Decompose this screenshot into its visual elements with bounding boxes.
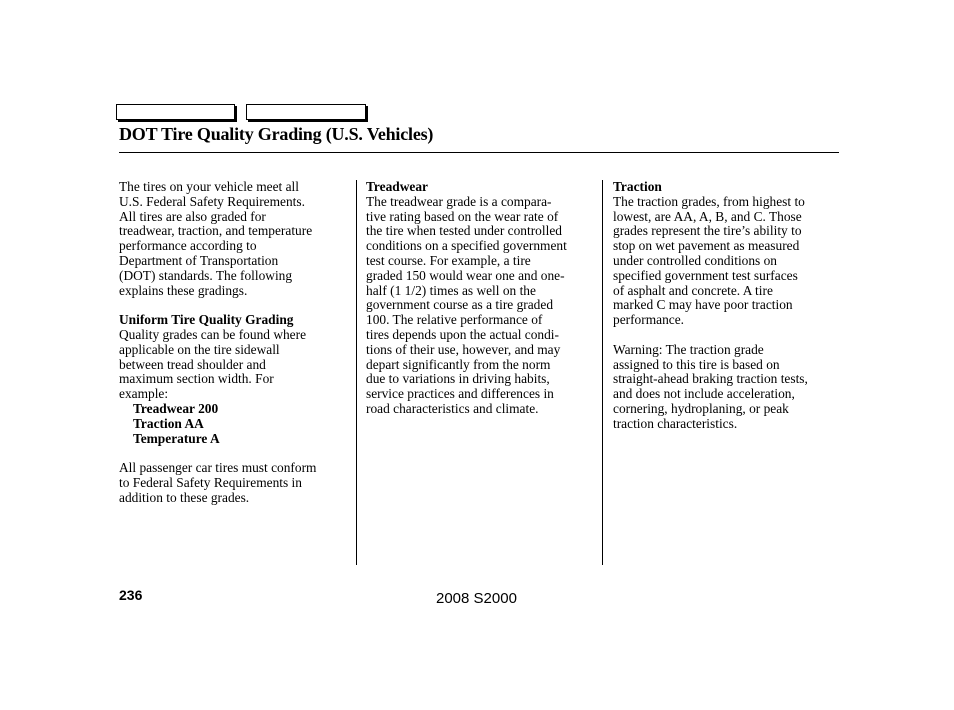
column-2 — [366, 180, 598, 417]
text-line: service practices and differences in — [366, 386, 554, 402]
text-line: 100. The relative performance of — [366, 312, 543, 328]
text-line: The treadwear grade is a compara- — [366, 193, 552, 209]
text-line: under controlled conditions on — [613, 252, 778, 268]
text-line: Department of Transportation — [119, 252, 279, 268]
conform-paragraph — [119, 461, 351, 505]
example-grade: Treadwear 200 — [133, 400, 219, 416]
traction-section — [613, 180, 845, 328]
text-line: All passenger car tires must conform — [119, 460, 317, 476]
text-line: tions of their use, however, and may — [366, 341, 561, 357]
page-number: 236 — [119, 587, 143, 603]
text-line: explains these gradings. — [119, 282, 248, 298]
text-line: example: — [119, 386, 169, 402]
text-line: due to variations in driving habits, — [366, 371, 550, 387]
intro-paragraph — [119, 180, 351, 298]
text-line: government course as a tire graded — [366, 297, 554, 313]
text-line: applicable on the tire sidewall — [119, 341, 280, 357]
text-line: performance according to — [119, 238, 257, 254]
text-line: road characteristics and climate. — [366, 400, 539, 416]
text-line: test course. For example, a tire — [366, 252, 531, 268]
page-title: DOT Tire Quality Grading (U.S. Vehicles) — [119, 124, 434, 144]
text-line: The traction grades, from highest to — [613, 193, 805, 209]
text-line: Quality grades can be found where — [119, 326, 307, 342]
title-divider — [119, 152, 839, 153]
text-line: conditions on a specified government — [366, 238, 567, 254]
column-divider — [602, 180, 603, 565]
text-line: and does not include acceleration, — [613, 386, 795, 402]
text-line: graded 150 would wear one and one- — [366, 267, 565, 283]
uniform-grading-section — [119, 313, 351, 446]
text-line: maximum section width. For — [119, 371, 274, 387]
text-line: addition to these grades. — [119, 489, 250, 505]
text-line: half (1 1/2) times as well on the — [366, 282, 536, 298]
column-3 — [613, 180, 845, 432]
text-line: the tire when tested under controlled — [366, 223, 562, 239]
text-line: All tires are also graded for — [119, 208, 266, 224]
text-line: traction characteristics. — [613, 415, 738, 431]
column-1 — [119, 180, 351, 506]
section-heading: Traction — [613, 179, 662, 194]
text-line: performance. — [613, 312, 685, 328]
text-line: grades represent the tire’s ability to — [613, 223, 802, 239]
text-line: cornering, hydroplaning, or peak — [613, 400, 789, 416]
treadwear-section — [366, 180, 598, 417]
text-line: to Federal Safety Requirements in — [119, 474, 302, 490]
text-line: depart significantly from the norm — [366, 356, 551, 372]
text-line: straight-ahead braking traction tests, — [613, 371, 808, 387]
nav-button-next[interactable] — [246, 104, 366, 120]
text-line: U.S. Federal Safety Requirements. — [119, 193, 305, 209]
text-line: Warning: The traction grade — [613, 341, 764, 357]
section-heading: Treadwear — [366, 179, 428, 194]
text-line: tive rating based on the wear rate of — [366, 208, 559, 224]
text-line: lowest, are AA, A, B, and C. Those — [613, 208, 802, 224]
text-line: specified government test surfaces — [613, 267, 798, 283]
text-line: between tread shoulder and — [119, 356, 266, 372]
warning-paragraph — [613, 343, 845, 432]
text-line: marked C may have poor traction — [613, 297, 793, 313]
section-heading: Uniform Tire Quality Grading — [119, 312, 294, 328]
text-line: The tires on your vehicle meet all — [119, 179, 299, 194]
column-divider — [356, 180, 357, 565]
example-grade: Temperature A — [133, 430, 220, 446]
text-line: assigned to this tire is based on — [613, 356, 780, 372]
text-line: of asphalt and concrete. A tire — [613, 282, 773, 298]
text-line: stop on wet pavement as measured — [613, 238, 800, 254]
text-line: tires depends upon the actual condi- — [366, 326, 559, 342]
example-grade: Traction AA — [133, 415, 204, 431]
text-line: (DOT) standards. The following — [119, 267, 293, 283]
text-line: treadwear, traction, and temperature — [119, 223, 313, 239]
nav-button-previous[interactable] — [116, 104, 235, 120]
footer-model-label: 2008 S2000 — [436, 590, 517, 607]
